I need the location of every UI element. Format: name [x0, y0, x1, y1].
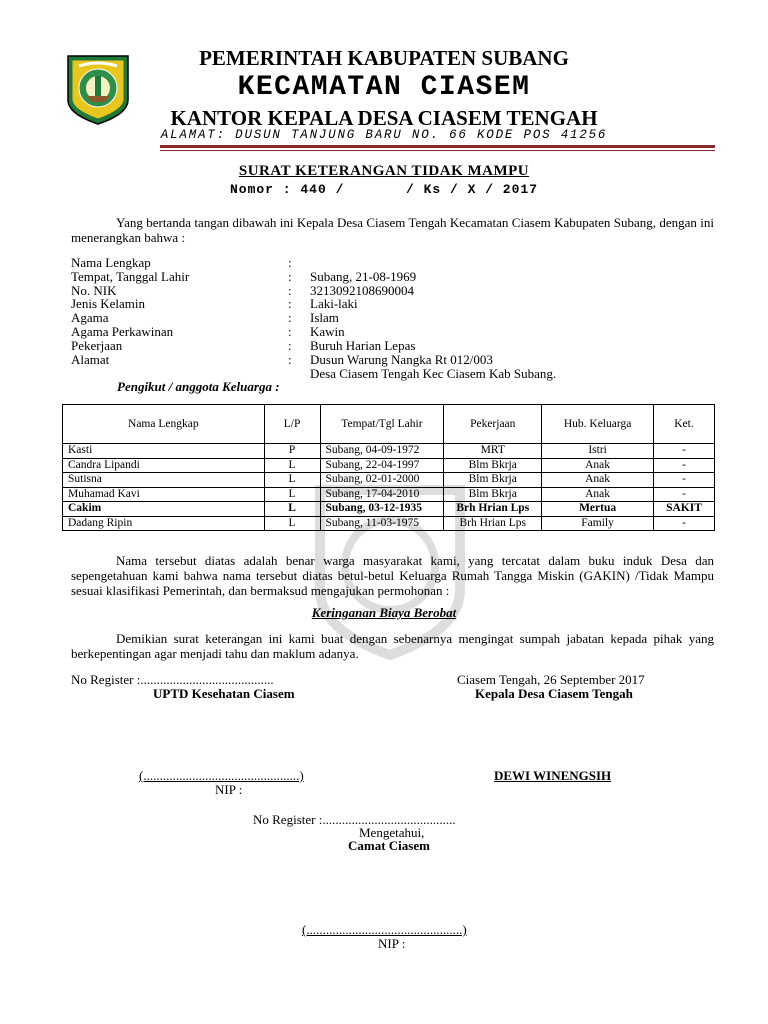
cell-occupation: Brh Hrian Lps: [444, 516, 542, 531]
cell-relation: Anak: [542, 458, 654, 473]
cell-gender: L: [264, 473, 320, 488]
header-rule-thick: [160, 145, 715, 148]
cell-birth: Subang, 22-04-1997: [320, 458, 444, 473]
bottom-nip: NIP :: [378, 936, 406, 951]
field-label-birth: Tempat, Tanggal Lahir: [71, 269, 190, 284]
field-label-nik: No. NIK: [71, 283, 117, 298]
table-row: [63, 487, 715, 502]
field-label-gender: Jenis Kelamin: [71, 296, 146, 311]
cell-name: Candra Lipandi: [63, 458, 265, 473]
field-value-address-line2: Desa Ciasem Tengah Kec Ciasem Kab Subang.: [310, 366, 557, 381]
field-colon: :: [288, 255, 292, 270]
column-header: Ket.: [654, 405, 715, 444]
cell-name: Dadang Ripin: [63, 516, 265, 531]
bottom-signer-title: Camat Ciasem: [348, 838, 430, 853]
cell-birth: Subang, 02-01-2000: [320, 473, 444, 488]
cell-birth: Subang, 17-04-2010: [320, 487, 444, 502]
bottom-register: No Register :.........................................: [253, 812, 456, 827]
cell-note: -: [654, 458, 715, 473]
column-header: Tempat/Tgl Lahir: [320, 405, 444, 444]
table-row: [63, 502, 715, 517]
cell-birth: Subang, 03-12-1935: [320, 502, 444, 517]
field-colon: :: [288, 338, 292, 353]
cell-gender: L: [264, 502, 320, 517]
table-row: [63, 516, 715, 531]
left-register: No Register :.........................................: [71, 672, 274, 687]
header-address: ALAMAT: DUSUN TANJUNG BARU NO. 66 KODE POS 41256: [160, 128, 608, 142]
table-header-row: [63, 405, 715, 444]
field-value-birth: Subang, 21-08-1969: [310, 269, 417, 284]
column-header: Hub. Keluarga: [542, 405, 654, 444]
field-colon: :: [288, 283, 292, 298]
cell-relation: Istri: [542, 444, 654, 459]
field-colon: :: [288, 269, 292, 284]
cell-occupation: Blm Bkrja: [444, 458, 542, 473]
cell-note: -: [654, 487, 715, 502]
field-value-address: Dusun Warung Nangka Rt 012/003: [310, 352, 493, 367]
document-title: SURAT KETERANGAN TIDAK MAMPU: [238, 163, 530, 179]
cell-gender: L: [264, 487, 320, 502]
header-rule-thin: [160, 150, 715, 151]
header-office: KANTOR KEPALA DESA CIASEM TENGAH: [170, 106, 598, 130]
cell-note: -: [654, 473, 715, 488]
field-label-occupation: Pekerjaan: [71, 338, 123, 353]
right-signer-name: DEWI WINENGSIH: [494, 768, 612, 783]
acknowledgement-label: Mengetahui,: [359, 825, 425, 840]
bottom-signer-name: (................................................): [302, 922, 467, 937]
intro-paragraph: Yang bertanda tangan dibawah ini Kepala Desa Ciasem Tengah Kecamatan Ciasem Kabupaten Subang, dengan ini menerangkan bahwa :: [71, 215, 714, 245]
place-date: Ciasem Tengah, 26 September 2017: [457, 672, 645, 687]
left-signer-title: UPTD Kesehatan Ciasem: [153, 686, 295, 701]
right-signer-title: Kepala Desa Ciasem Tengah: [475, 686, 633, 701]
table-row: [63, 458, 715, 473]
cell-occupation: Blm Bkrja: [444, 487, 542, 502]
cell-relation: Anak: [542, 487, 654, 502]
header-district: KECAMATAN CIASEM: [237, 72, 531, 103]
column-header: L/P: [264, 405, 320, 444]
cell-occupation: Blm Bkrja: [444, 473, 542, 488]
field-value-nik: 3213092108690004: [310, 283, 414, 298]
cell-occupation: Brh Hrian Lps: [444, 502, 542, 517]
cell-name: Muhamad Kavi: [63, 487, 265, 502]
document-number: Nomor : 440 / / Ks / X / 2017: [229, 182, 539, 197]
cell-note: SAKIT: [654, 502, 715, 517]
field-colon: :: [288, 324, 292, 339]
cell-gender: P: [264, 444, 320, 459]
cell-birth: Subang, 11-03-1975: [320, 516, 444, 531]
family-heading: Pengikut / anggota Keluarga :: [117, 379, 280, 394]
cell-name: Kasti: [63, 444, 265, 459]
field-value-religion: Islam: [310, 310, 339, 325]
left-nip: NIP :: [215, 782, 243, 797]
field-colon: :: [288, 310, 292, 325]
request-purpose: Keringanan Biaya Berobat: [311, 605, 457, 620]
cell-note: -: [654, 444, 715, 459]
cell-relation: Family: [542, 516, 654, 531]
closing-paragraph: Demikian surat keterangan ini kami buat dengan sebenarnya mengingat sumpah jabatan kepada pihak yang berkepentingan agar menjadi tahu dan maklum adanya.: [71, 631, 714, 661]
cell-relation: Anak: [542, 473, 654, 488]
cell-note: -: [654, 516, 715, 531]
cell-birth: Subang, 04-09-1972: [320, 444, 444, 459]
cell-occupation: MRT: [444, 444, 542, 459]
field-colon: :: [288, 296, 292, 311]
field-colon: :: [288, 352, 292, 367]
column-header: Nama Lengkap: [63, 405, 265, 444]
field-value-occupation: Buruh Harian Lepas: [310, 338, 416, 353]
column-header: Pekerjaan: [444, 405, 542, 444]
field-label-address: Alamat: [71, 352, 110, 367]
field-value-gender: Laki-laki: [310, 296, 358, 311]
left-signer-name: (................................................): [139, 768, 304, 783]
cell-name: Cakim: [63, 502, 265, 517]
statement-paragraph: Nama tersebut diatas adalah benar warga masyarakat kami, yang tercatat dalam buku induk Desa dan sepengetahuan kami bahwa nama tersebut diatas betul-betul Keluarga Rumah Tangga Miskin (GAKIN) /Tidak Mampu sesuai klasifikasi Pemerintah, dan bermaksud mengajukan permohonan :: [71, 553, 714, 598]
field-label-marital: Agama Perkawinan: [71, 324, 174, 339]
header-government: PEMERINTAH KABUPATEN SUBANG: [199, 46, 569, 70]
field-value-marital: Kawin: [310, 324, 345, 339]
cell-gender: L: [264, 516, 320, 531]
table-row: [63, 473, 715, 488]
field-label-religion: Agama: [71, 310, 109, 325]
field-label-name: Nama Lengkap: [71, 255, 151, 270]
table-row: [63, 444, 715, 459]
cell-gender: L: [264, 458, 320, 473]
cell-relation: Mertua: [542, 502, 654, 517]
family-table: [62, 404, 715, 531]
cell-name: Sutisna: [63, 473, 265, 488]
